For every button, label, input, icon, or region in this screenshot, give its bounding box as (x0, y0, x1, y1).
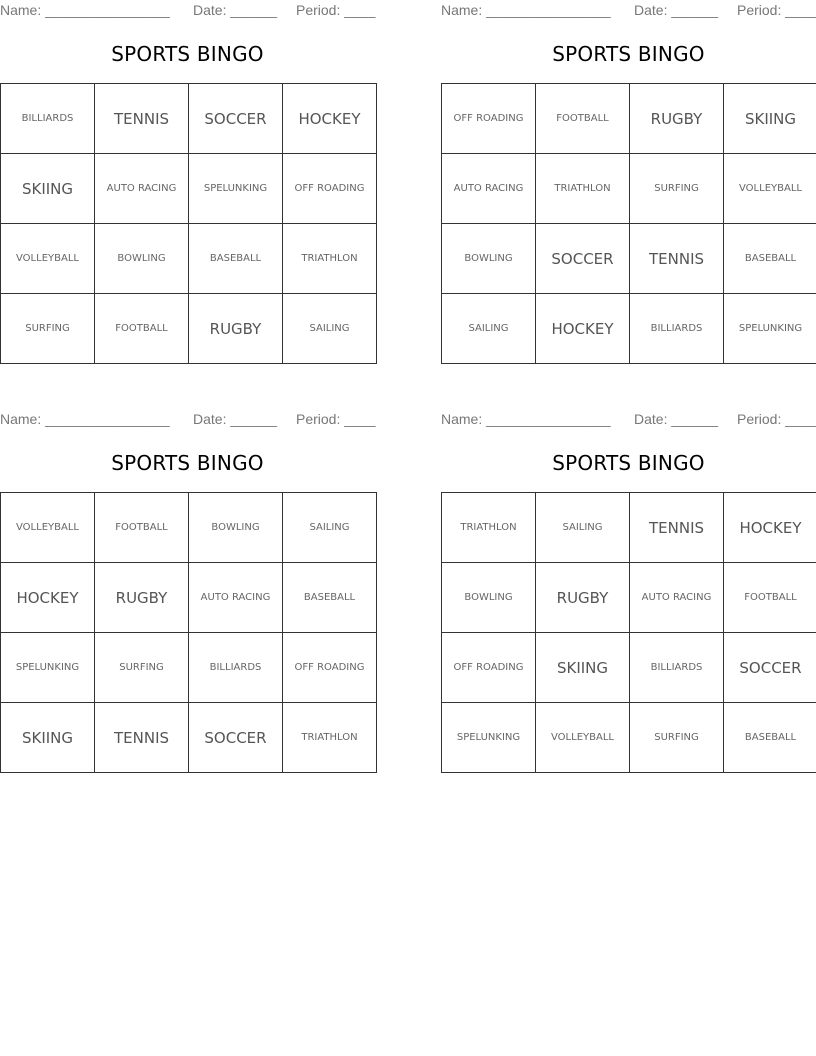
date-field[interactable]: Date: ______ (634, 411, 719, 427)
bingo-cell[interactable]: SPELUNKING (1, 633, 95, 703)
bingo-cell[interactable]: OFF ROADING (442, 633, 536, 703)
bingo-cell[interactable]: BILLIARDS (1, 84, 95, 154)
bingo-card-1 (0, 0, 375, 365)
bingo-cell[interactable]: AUTO RACING (630, 563, 724, 633)
bingo-grid (441, 492, 816, 773)
bingo-cell[interactable]: TENNIS (630, 493, 724, 563)
bingo-cell[interactable]: VOLLEYBALL (1, 493, 95, 563)
grid-row (1, 84, 377, 154)
bingo-cell[interactable]: SKIING (1, 154, 95, 224)
bingo-cell[interactable]: VOLLEYBALL (1, 224, 95, 294)
bingo-cell[interactable]: FOOTBALL (95, 493, 189, 563)
card-title: SPORTS BINGO (111, 451, 264, 475)
bingo-cell[interactable]: BOWLING (189, 493, 283, 563)
bingo-cell[interactable]: SURFING (95, 633, 189, 703)
bingo-cell[interactable]: OFF ROADING (283, 154, 377, 224)
date-field[interactable]: Date: ______ (634, 2, 719, 18)
bingo-cell[interactable]: BASEBALL (189, 224, 283, 294)
grid-row (1, 294, 377, 364)
bingo-cell[interactable]: SKIING (724, 84, 816, 154)
bingo-cell[interactable]: RUGBY (95, 563, 189, 633)
card-header (0, 411, 375, 429)
bingo-cell[interactable]: BASEBALL (283, 563, 377, 633)
bingo-cell[interactable]: SOCCER (189, 84, 283, 154)
grid-row (442, 633, 816, 703)
bingo-grid (441, 83, 816, 364)
bingo-cell[interactable]: SKIING (536, 633, 630, 703)
bingo-cell[interactable]: SOCCER (724, 633, 816, 703)
bingo-cell[interactable]: BASEBALL (724, 224, 816, 294)
bingo-cell[interactable]: BILLIARDS (189, 633, 283, 703)
bingo-card-3 (0, 409, 375, 774)
bingo-cell[interactable]: TRIATHLON (536, 154, 630, 224)
bingo-cell[interactable]: TRIATHLON (283, 703, 377, 773)
bingo-cell[interactable]: SPELUNKING (442, 703, 536, 773)
period-field[interactable]: Period: ____ (737, 2, 816, 18)
bingo-cell[interactable]: TENNIS (630, 224, 724, 294)
bingo-cell[interactable]: SAILING (283, 294, 377, 364)
bingo-grid (0, 83, 377, 364)
period-field[interactable]: Period: ____ (296, 2, 376, 18)
name-field[interactable]: Name: ________________ (0, 2, 170, 18)
date-field[interactable]: Date: ______ (193, 2, 278, 18)
bingo-cell[interactable]: BOWLING (442, 224, 536, 294)
bingo-cell[interactable]: SURFING (630, 703, 724, 773)
period-field[interactable]: Period: ____ (296, 411, 376, 427)
bingo-cell[interactable]: HOCKEY (724, 493, 816, 563)
grid-row (1, 633, 377, 703)
bingo-cell[interactable]: FOOTBALL (724, 563, 816, 633)
bingo-card-2 (441, 0, 816, 365)
bingo-cell[interactable]: BILLIARDS (630, 633, 724, 703)
bingo-cell[interactable]: RUGBY (189, 294, 283, 364)
bingo-cell[interactable]: AUTO RACING (95, 154, 189, 224)
date-field[interactable]: Date: ______ (193, 411, 278, 427)
grid-row (1, 154, 377, 224)
bingo-cell[interactable]: HOCKEY (283, 84, 377, 154)
card-title: SPORTS BINGO (111, 42, 264, 66)
bingo-cell[interactable]: SOCCER (536, 224, 630, 294)
bingo-cell[interactable]: SURFING (630, 154, 724, 224)
card-title: SPORTS BINGO (552, 451, 705, 475)
card-header (441, 411, 816, 429)
grid-row (442, 84, 816, 154)
grid-row (1, 224, 377, 294)
bingo-cell[interactable]: SPELUNKING (189, 154, 283, 224)
bingo-cell[interactable]: SAILING (536, 493, 630, 563)
name-field[interactable]: Name: ________________ (441, 411, 611, 427)
bingo-card-4 (441, 409, 816, 774)
bingo-cell[interactable]: BILLIARDS (630, 294, 724, 364)
bingo-cell[interactable]: RUGBY (630, 84, 724, 154)
bingo-cell[interactable]: BOWLING (442, 563, 536, 633)
bingo-cell[interactable]: SKIING (1, 703, 95, 773)
name-field[interactable]: Name: ________________ (441, 2, 611, 18)
grid-row (442, 154, 816, 224)
bingo-cell[interactable]: FOOTBALL (536, 84, 630, 154)
period-field[interactable]: Period: ____ (737, 411, 816, 427)
bingo-grid (0, 492, 377, 773)
bingo-cell[interactable]: SPELUNKING (724, 294, 816, 364)
bingo-cell[interactable]: SAILING (283, 493, 377, 563)
bingo-cell[interactable]: BOWLING (95, 224, 189, 294)
card-header (441, 2, 816, 20)
bingo-cell[interactable]: RUGBY (536, 563, 630, 633)
bingo-cell[interactable]: HOCKEY (1, 563, 95, 633)
name-field[interactable]: Name: ________________ (0, 411, 170, 427)
grid-row (442, 703, 816, 773)
grid-row (442, 563, 816, 633)
bingo-cell[interactable]: BASEBALL (724, 703, 816, 773)
bingo-cell[interactable]: AUTO RACING (189, 563, 283, 633)
grid-row (442, 294, 816, 364)
bingo-cell[interactable]: VOLLEYBALL (536, 703, 630, 773)
bingo-cell[interactable]: AUTO RACING (442, 154, 536, 224)
bingo-cell[interactable]: HOCKEY (536, 294, 630, 364)
grid-row (1, 563, 377, 633)
bingo-cell[interactable]: TRIATHLON (442, 493, 536, 563)
grid-row (1, 493, 377, 563)
bingo-cell[interactable]: OFF ROADING (442, 84, 536, 154)
grid-row (1, 703, 377, 773)
bingo-cell[interactable]: SOCCER (189, 703, 283, 773)
bingo-cell[interactable]: FOOTBALL (95, 294, 189, 364)
grid-row (442, 493, 816, 563)
bingo-cell[interactable]: TRIATHLON (283, 224, 377, 294)
bingo-cell[interactable]: TENNIS (95, 84, 189, 154)
bingo-cell[interactable]: SURFING (1, 294, 95, 364)
bingo-cell[interactable]: TENNIS (95, 703, 189, 773)
grid-row (442, 224, 816, 294)
bingo-cell[interactable]: OFF ROADING (283, 633, 377, 703)
card-header (0, 2, 375, 20)
card-title: SPORTS BINGO (552, 42, 705, 66)
bingo-cell[interactable]: SAILING (442, 294, 536, 364)
bingo-cell[interactable]: VOLLEYBALL (724, 154, 816, 224)
